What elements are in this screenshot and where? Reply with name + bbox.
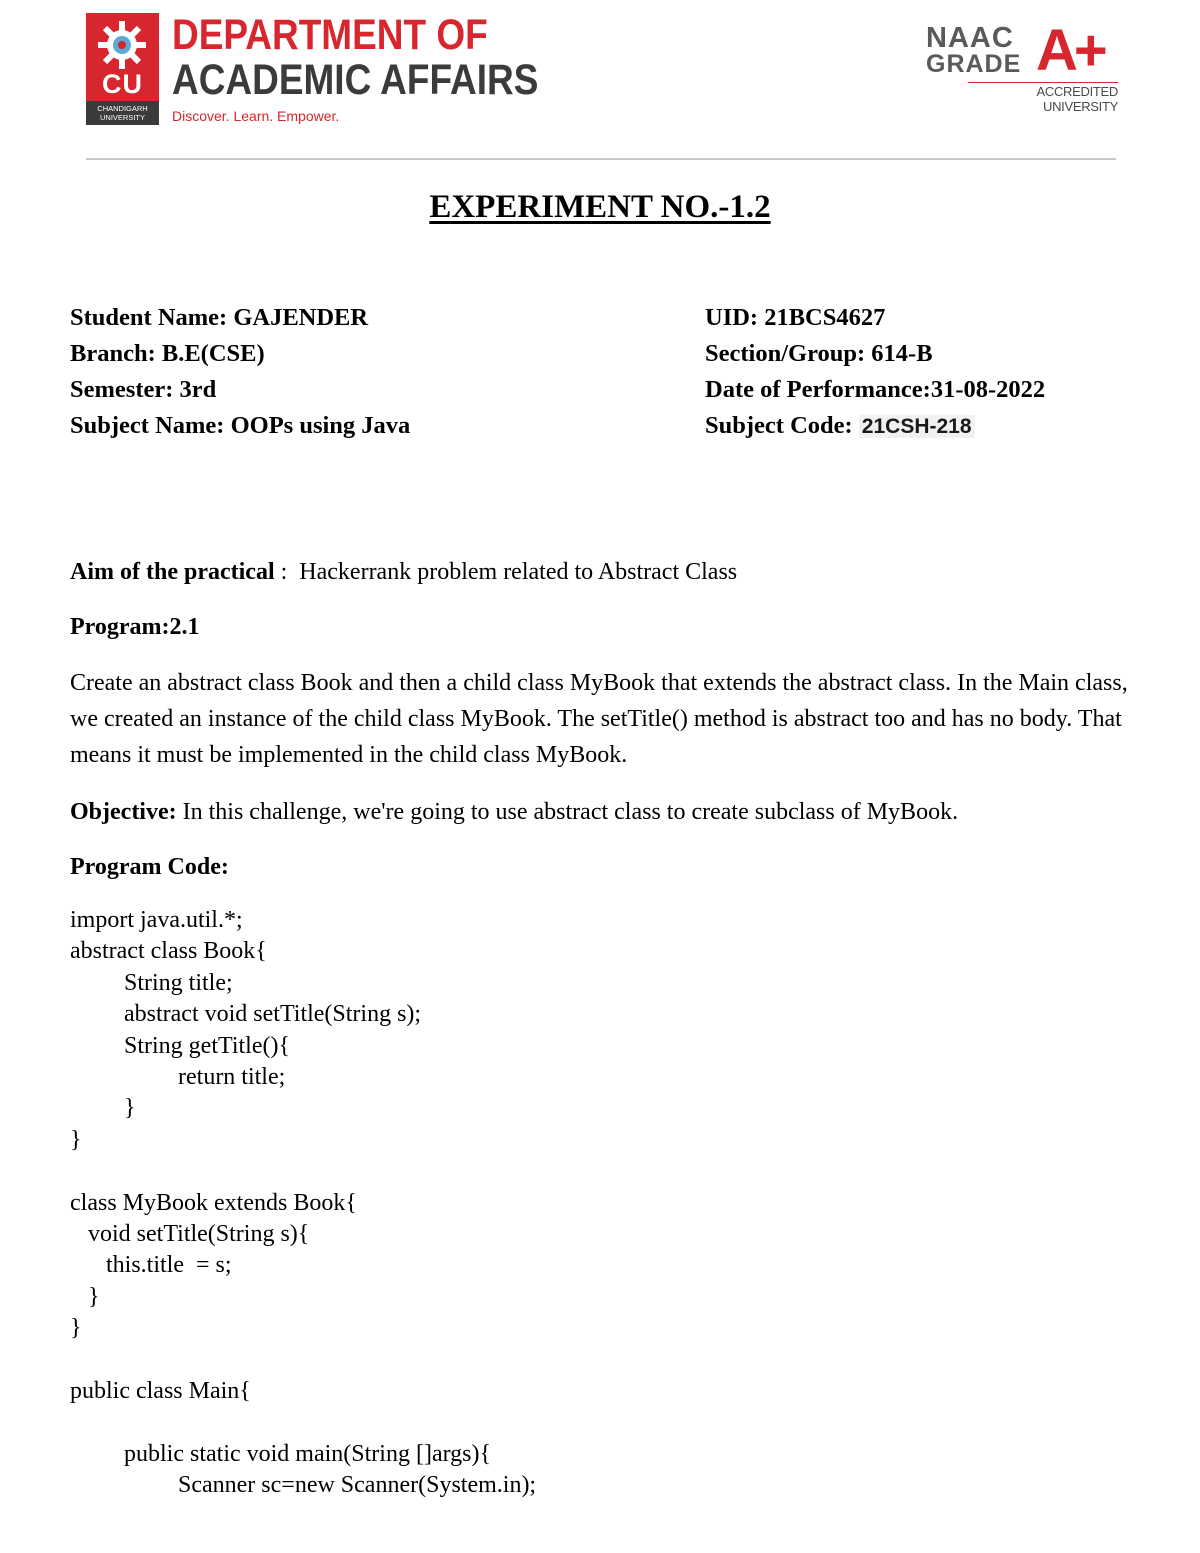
aim-paragraph bbox=[70, 554, 1130, 590]
code-line: return title; bbox=[70, 1063, 286, 1090]
tagline: Discover. Learn. Empower. bbox=[172, 108, 340, 124]
code-line bbox=[70, 1344, 1130, 1375]
student-info-right bbox=[705, 300, 1045, 445]
program-code-heading: Program Code: bbox=[70, 854, 229, 880]
subject-name: Subject Name: OOPs using Java bbox=[70, 412, 411, 439]
code-line: this.title = s; bbox=[70, 1252, 232, 1279]
grade-label: GRADE bbox=[926, 50, 1022, 78]
code-line: } bbox=[70, 1315, 82, 1342]
document-header bbox=[0, 0, 1200, 160]
department-title-line-2: ACADEMIC AFFAIRS bbox=[172, 56, 539, 104]
objective-label: Objective: bbox=[70, 799, 177, 825]
cu-strip-line-1: CHANDIGARH bbox=[97, 104, 148, 113]
naac-label: NAAC bbox=[926, 22, 1014, 54]
program-heading: Program:2.1 bbox=[70, 614, 200, 640]
code-line: String title; bbox=[70, 969, 233, 996]
naac-badge bbox=[924, 18, 1118, 114]
cu-logo bbox=[86, 13, 159, 125]
code-line: abstract void setTitle(String s); bbox=[70, 1001, 422, 1028]
code-line: } bbox=[70, 1283, 100, 1310]
experiment-title: EXPERIMENT NO.-1.2 bbox=[429, 189, 771, 225]
objective-paragraph bbox=[70, 794, 1130, 830]
aim-text: Hackerrank problem related to Abstract Class bbox=[299, 559, 738, 585]
program-code-block bbox=[70, 905, 1130, 1501]
section-group: Section/Group: 614-B bbox=[705, 340, 933, 367]
code-line: Scanner sc=new Scanner(System.in); bbox=[70, 1472, 537, 1499]
department-title-line-1: DEPARTMENT OF bbox=[172, 11, 488, 59]
branch: Branch: B.E(CSE) bbox=[70, 340, 265, 367]
program-description: Create an abstract class Book and then a child class MyBook that extends the abstract class. In the Main class, we created an instance of the child class MyBook. The setTitle() method is abstract too and has no body. That means it must be implemented in the child class MyBook. bbox=[70, 670, 1128, 768]
header-divider bbox=[86, 158, 1116, 160]
code-line: String getTitle(){ bbox=[70, 1032, 290, 1059]
code-line: } bbox=[70, 1095, 136, 1122]
student-info-left bbox=[70, 300, 410, 444]
subject-code bbox=[705, 408, 1045, 445]
aim-separator: : bbox=[274, 559, 300, 585]
semester: Semester: 3rd bbox=[70, 376, 217, 403]
code-line: import java.util.*; bbox=[70, 907, 243, 933]
aim-label: Aim of the practical bbox=[70, 559, 275, 585]
subject-code-label: Subject Code: bbox=[705, 412, 859, 439]
code-line: void setTitle(String s){ bbox=[70, 1220, 310, 1247]
cu-logo-letters: CU bbox=[102, 69, 143, 99]
cu-logo-strip bbox=[86, 101, 159, 125]
accredited-label: ACCREDITED UNIVERSITY bbox=[968, 82, 1118, 114]
code-line: public static void main(String []args){ bbox=[70, 1440, 492, 1467]
objective-text: In this challenge, we're going to use abstract class to create subclass of MyBook. bbox=[176, 799, 959, 825]
code-line bbox=[70, 1407, 1130, 1438]
code-line: abstract class Book{ bbox=[70, 938, 267, 965]
code-line: public class Main{ bbox=[70, 1377, 251, 1404]
code-line bbox=[70, 1156, 1130, 1187]
date-of-performance: Date of Performance:31-08-2022 bbox=[705, 376, 1046, 403]
subject-code-value: 21CSH-218 bbox=[859, 415, 975, 438]
cu-strip-line-2: UNIVERSITY bbox=[99, 113, 145, 122]
code-line: } bbox=[70, 1126, 82, 1153]
grade-value: A+ bbox=[1036, 18, 1104, 83]
code-line: class MyBook extends Book{ bbox=[70, 1189, 357, 1216]
uid: UID: 21BCS4627 bbox=[705, 304, 886, 331]
cu-gear-emblem-icon bbox=[94, 17, 150, 73]
student-name: Student Name: GAJENDER bbox=[70, 304, 369, 331]
